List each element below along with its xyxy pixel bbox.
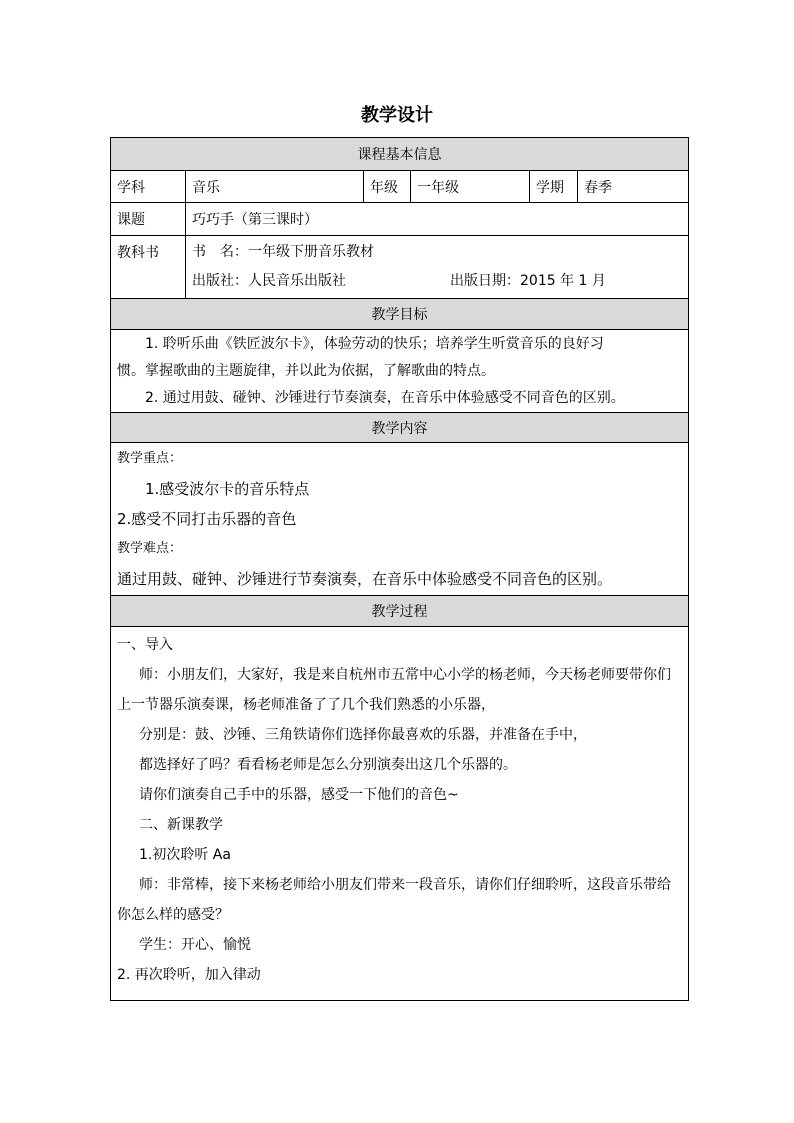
grade-value: 一年级 xyxy=(411,171,530,203)
difficulty-label: 教学难点： xyxy=(117,541,183,556)
objectives-row xyxy=(111,330,689,413)
topic-label: 课题 xyxy=(111,203,186,236)
process-header-row xyxy=(111,596,689,627)
content-header-row xyxy=(111,413,689,443)
textbook-row xyxy=(111,236,689,299)
textbook-label: 教科书 xyxy=(111,236,186,299)
topic-row xyxy=(111,203,689,236)
difficulty-text: 通过用鼓、碰钟、沙锤进行节奏演奏，在音乐中体验感受不同音色的区别。 xyxy=(117,570,613,588)
objectives-header-row xyxy=(111,299,689,330)
objective-2: 2. 通过用鼓、碰钟、沙锤进行节奏演奏，在音乐中体验感受不同音色的区别。 xyxy=(145,389,625,406)
subject-row xyxy=(111,171,689,203)
process-line: 2. 再次聆听，加入律动 xyxy=(117,967,261,983)
process-line: 上一节器乐演奏课，杨老师准备了了几个我们熟悉的小乐器， xyxy=(117,697,495,713)
subject-value: 音乐 xyxy=(186,171,364,203)
key-points-label: 教学重点： xyxy=(117,451,183,466)
process-line: 1.初次聆听 Aa xyxy=(139,847,231,863)
process-line: 一、导入 xyxy=(117,637,173,653)
key-point-1: 1.感受波尔卡的音乐特点 xyxy=(145,480,310,498)
process-line: 请你们演奏自己手中的乐器，感受一下他们的音色~ xyxy=(139,787,459,803)
subject-label: 学科 xyxy=(111,171,186,203)
process-line: 分别是：鼓、沙锤、三角铁请你们选择你最喜欢的乐器，并准备在手中， xyxy=(139,727,587,743)
page-title: 教学设计 xyxy=(361,105,433,126)
basic-info-header: 课程基本信息 xyxy=(111,138,689,171)
lesson-plan-table xyxy=(110,137,689,1001)
objective-1-line-b: 惯。掌握歌曲的主题旋律，并以此为依据，了解歌曲的特点。 xyxy=(117,362,495,379)
topic-value: 巧巧手（第三课时） xyxy=(186,203,689,236)
process-line: 都选择好了吗？看看杨老师是怎么分别演奏出这几个乐器的。 xyxy=(139,757,517,773)
publisher-line xyxy=(192,267,682,296)
process-line: 二、新课教学 xyxy=(139,817,223,833)
process-line: 师：小朋友们，大家好，我是来自杭州市五常中心小学的杨老师，今天杨老师要带你们 xyxy=(139,667,671,683)
grade-label: 年级 xyxy=(364,171,411,203)
term-value: 春季 xyxy=(578,171,689,203)
book-name: 书 名：一年级下册音乐教材 xyxy=(192,244,374,260)
objectives-header: 教学目标 xyxy=(111,299,689,330)
content-header: 教学内容 xyxy=(111,413,689,443)
process-header: 教学过程 xyxy=(111,596,689,627)
publish-date: 出版日期：2015 年 1 月 xyxy=(450,273,606,289)
publisher: 出版社：人民音乐出版社 xyxy=(192,273,346,289)
process-row xyxy=(111,627,689,1001)
content-row xyxy=(111,443,689,596)
term-label: 学期 xyxy=(530,171,578,203)
process-line: 学生：开心、愉悦 xyxy=(139,937,251,953)
process-line: 你怎么样的感受？ xyxy=(117,907,229,923)
key-point-2: 2.感受不同打击乐器的音色 xyxy=(117,510,297,528)
objective-1-line-a: 1. 聆听乐曲《铁匠波尔卡》，体验劳动的快乐；培养学生听赏音乐的良好习 xyxy=(145,335,604,352)
process-line: 师：非常棒，接下来杨老师给小朋友们带来一段音乐，请你们仔细聆听，这段音乐带给 xyxy=(139,877,671,893)
basic-info-header-row xyxy=(111,138,689,171)
